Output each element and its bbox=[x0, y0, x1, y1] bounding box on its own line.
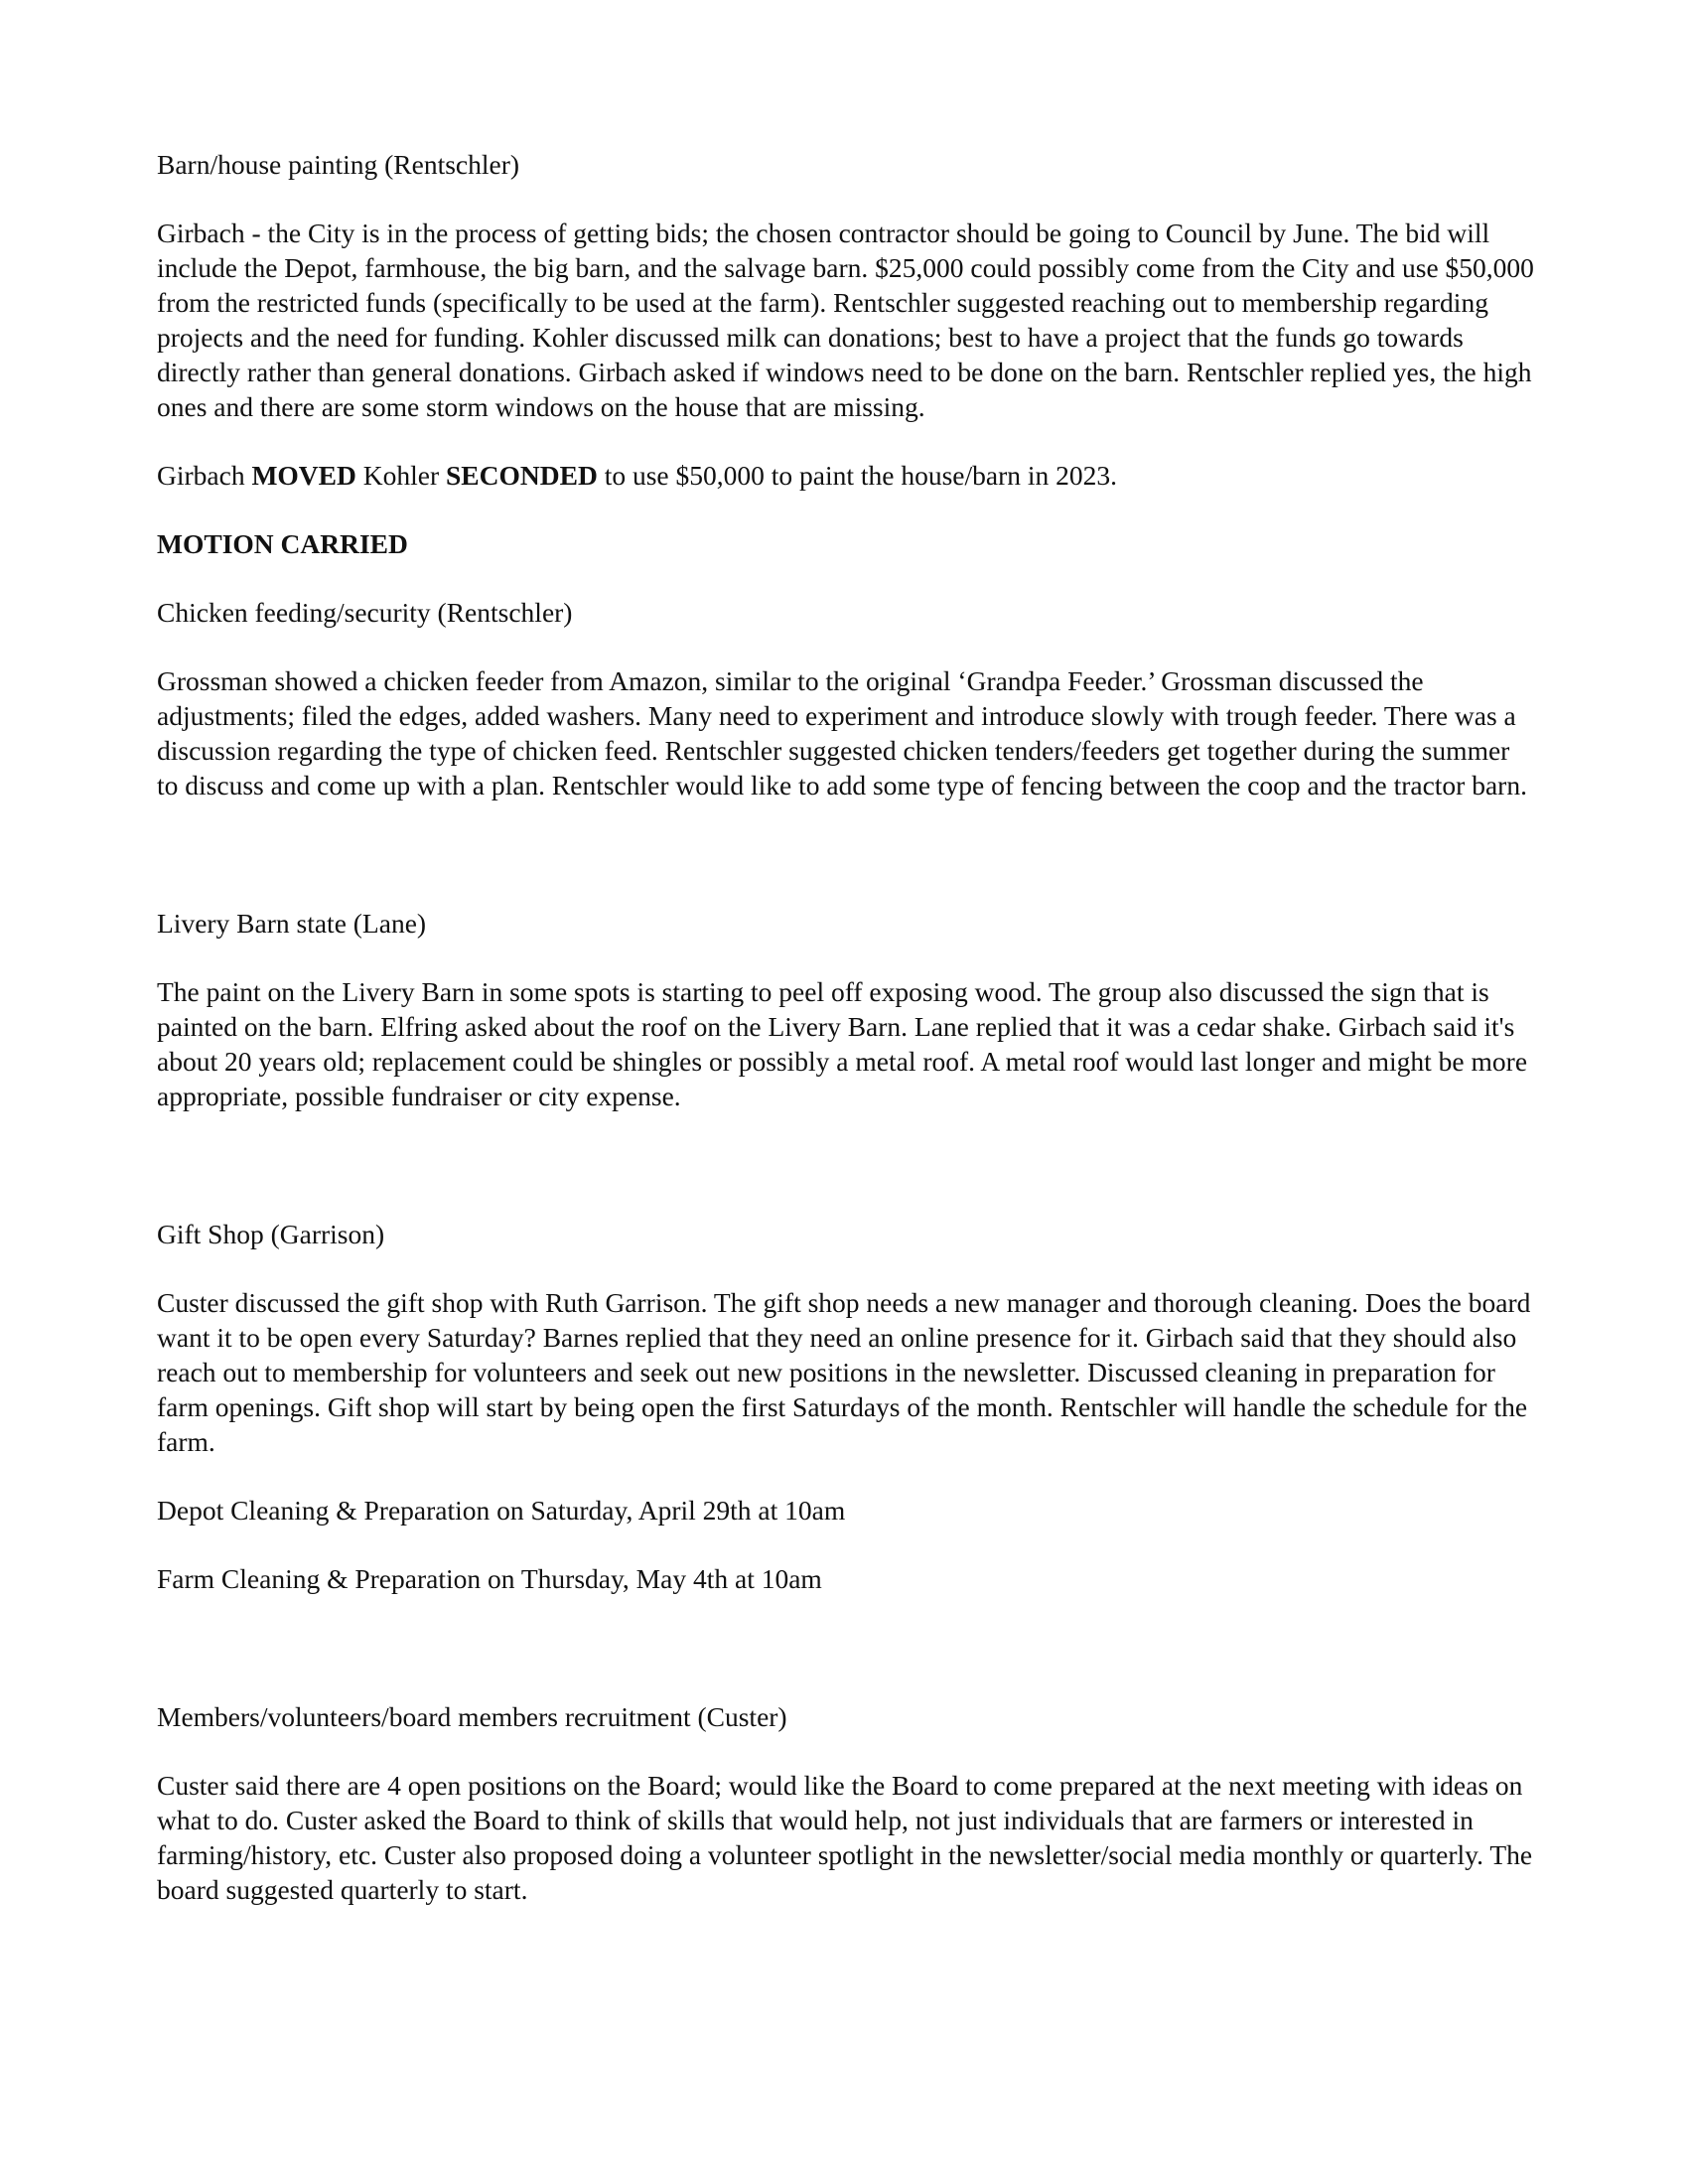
motion-seconder: Kohler bbox=[355, 460, 446, 491]
motion-text: to use $50,000 to paint the house/barn in 2023. bbox=[597, 460, 1118, 491]
section-heading-gift-shop: Gift Shop (Garrison) bbox=[157, 1219, 385, 1249]
section-body-gift-shop: Custer discussed the gift shop with Ruth Garrison. The gift shop needs a new manager and thorough cleaning. Does the board want it to be open every Saturday? Barnes replied that they need an online presence for it. Girbach said that they should also reach out to membership for volunteers and seek out new positions in the newsletter. Discussed cleaning in preparation for farm openings. Gift shop will start by being open the first Saturdays of the month. Rentschler will handle the schedule for the farm. bbox=[157, 1287, 1531, 1457]
section-heading-barn-painting: Barn/house painting (Rentschler) bbox=[157, 149, 520, 180]
minutes-page bbox=[157, 147, 1537, 1941]
section-body-chicken-feeding: Grossman showed a chicken feeder from Amazon, similar to the original ‘Grandpa Feeder.’ Grossman discussed the adjustments; filed the edges, added washers. Many need to experiment and introduce slowly with trough feeder. There was a discussion regarding the type of chicken feed. Rentschler suggested chicken tenders/feeders get together during the summer to discuss and come up with a plan. Rentschler would like to add some type of fencing between the coop and the tractor barn. bbox=[157, 665, 1527, 801]
event-depot-cleaning: Depot Cleaning & Preparation on Saturday, April 29th at 10am bbox=[157, 1495, 846, 1526]
motion-seconded-label: SECONDED bbox=[446, 460, 598, 491]
motion-statement bbox=[157, 458, 1537, 493]
section-heading-chicken-feeding: Chicken feeding/security (Rentschler) bbox=[157, 597, 573, 628]
section-body-livery-barn: The paint on the Livery Barn in some spots is starting to peel off exposing wood. The group also discussed the sign that is painted on the barn. Elfring asked about the roof on the Livery Barn. Lane replied that it was a cedar shake. Girbach said it's about 20 years old; replacement could be shingles or possibly a metal roof. A metal roof would last longer and might be more appropriate, possible fundraiser or city expense. bbox=[157, 976, 1528, 1111]
section-heading-livery-barn: Livery Barn state (Lane) bbox=[157, 908, 427, 939]
section-body-recruitment: Custer said there are 4 open positions on the Board; would like the Board to come prepared at the next meeting with ideas on what to do. Custer asked the Board to think of skills that would help, not just individuals that are farmers or interested in farming/history, etc. Custer also proposed doing a volunteer spotlight in the newsletter/social media monthly or quarterly. The board suggested quarterly to start. bbox=[157, 1770, 1533, 1905]
motion-moved-label: MOVED bbox=[251, 460, 356, 491]
section-heading-recruitment: Members/volunteers/board members recruitment (Custer) bbox=[157, 1701, 787, 1732]
motion-mover: Girbach bbox=[157, 460, 252, 491]
motion-result: MOTION CARRIED bbox=[157, 528, 408, 559]
section-body-barn-painting: Girbach - the City is in the process of getting bids; the chosen contractor should be going to Council by June. The bid will include the Depot, farmhouse, the big barn, and the salvage barn. $25,000 could possibly come from the City and use $50,000 from the restricted funds (specifically to be used at the farm). Rentschler suggested reaching out to membership regarding projects and the need for funding. Kohler discussed milk can donations; best to have a project that the funds go towards directly rather than general donations. Girbach asked if windows need to be done on the barn. Rentschler replied yes, the high ones and there are some storm windows on the house that are missing. bbox=[157, 218, 1534, 422]
event-farm-cleaning: Farm Cleaning & Preparation on Thursday, May 4th at 10am bbox=[157, 1563, 822, 1594]
